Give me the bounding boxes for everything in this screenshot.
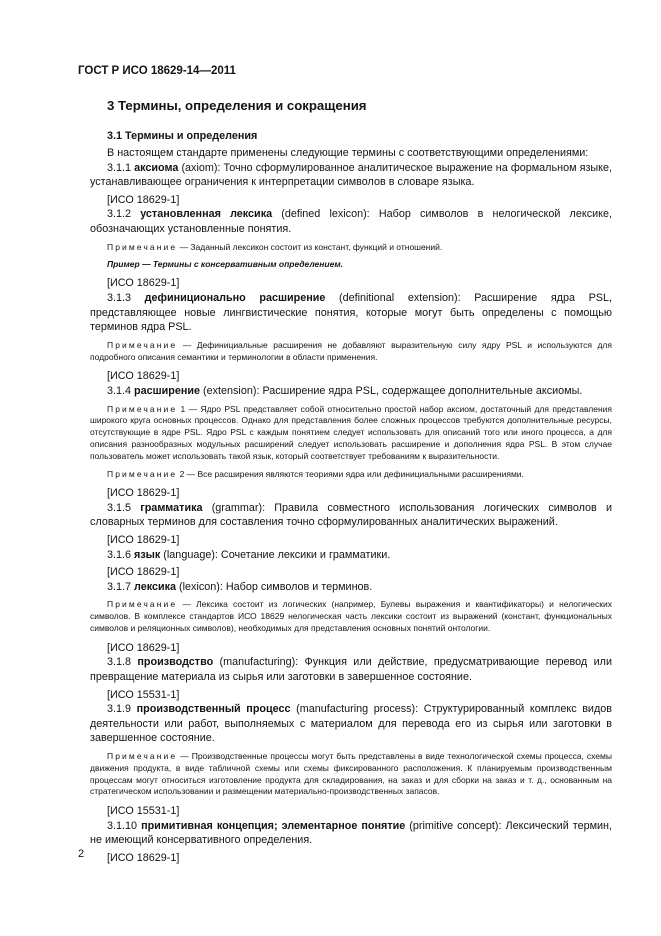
subsection-title: 3.1 Термины и определения xyxy=(107,130,258,142)
definition-entry xyxy=(90,291,612,335)
note xyxy=(90,751,612,798)
term-number: 3.1.7 xyxy=(107,580,132,593)
note-text: — Лексика состоит из логических (например, Булевы выражения и квантификаторы) и нелогических символов. В комплексе стандартов ИСО 18629 нелогическая часть лексики состоит из выражений (констант, функциональных символов и реляционных символов), необходимых для представления основных понятий онтологии. xyxy=(90,599,612,634)
source-reference: [ИСО 18629-1] xyxy=(107,487,180,500)
term-number: 3.1.8 xyxy=(107,656,132,669)
source-reference: [ИСО 15531-1] xyxy=(107,688,180,701)
term-name: лексика xyxy=(134,580,177,593)
note xyxy=(90,242,612,254)
source-reference: [ИСО 18629-1] xyxy=(107,370,180,383)
term-name: производство xyxy=(137,656,214,669)
term-number: 3.1.5 xyxy=(107,501,132,514)
term-definition: (definitional extension): Расширение ядра PSL, представляющее новые лингвистические понятия, которые могут быть определены с помощью терминов ядра PSL. xyxy=(90,291,612,334)
term-name: аксиома xyxy=(134,161,179,174)
term-name: язык xyxy=(134,548,161,561)
source-reference: [ИСО 18629-1] xyxy=(107,566,180,579)
document-header: ГОСТ Р ИСО 18629-14—2011 xyxy=(78,65,236,77)
note-label: Примечание xyxy=(107,403,178,414)
term-number: 3.1.6 xyxy=(107,548,132,561)
term-number: 3.1.2 xyxy=(107,208,132,221)
note-label: Примечание xyxy=(107,241,178,252)
source-reference: [ИСО 18629-1] xyxy=(107,641,180,654)
source-reference: [ИСО 15531-1] xyxy=(107,805,180,818)
source-reference: [ИСО 18629-1] xyxy=(107,277,180,290)
note xyxy=(90,404,612,463)
term-number: 3.1.10 xyxy=(107,819,138,832)
term-name: производственный процесс xyxy=(136,703,291,716)
term-name: установленная лексика xyxy=(140,208,273,221)
note-label: Примечание xyxy=(107,468,178,479)
source-reference: [ИСО 18629-1] xyxy=(107,534,180,547)
note-text: — Заданный лексикон состоит из констант, функций и отношений. xyxy=(177,241,443,252)
page-number: 2 xyxy=(78,848,85,860)
definition-entry xyxy=(90,161,612,190)
term-definition: (lexicon): Набор символов и терминов. xyxy=(176,580,373,593)
note-text: 1 — Ядро PSL представляет собой относительно простой набор аксиом, достаточный для представления широкого круга основных процессов. Однако для представления более сложных процессов требуются дополнительные ресурсы, отсутствующие в ядре PSL. Ядро PSL с каждым понятием следует использовать для описаний того или иного процесса, а для описания разнообразных модульных расширений следует использовать расширение и дополнения ядра PSL. В этом случае пользователь может использовать такой язык, который соответствует требованиям к выразительности. xyxy=(90,403,612,461)
note xyxy=(90,599,612,634)
note-text: 2 — Все расширения являются теориями ядра или дефинициальными расширениями. xyxy=(177,468,524,479)
term-definition: (language): Сочетание лексики и грамматики. xyxy=(160,548,391,561)
note-label: Примечание xyxy=(107,751,178,761)
note-text: — Производственные процессы могут быть представлены в виде технологической схемы процесса, схемы движения продукта, в виде табличной схемы или схемы фиксированного расположения. К планируемым производственным процессам могут относиться изготовление продукта для складирования, на заказ и для сборки на заказ и т. д., основанным на стратегическом использовании и размещении материально-производственных запасов. xyxy=(90,751,612,797)
term-number: 3.1.9 xyxy=(107,703,132,716)
definition-entry xyxy=(90,501,612,530)
term-definition: (extension): Расширение ядра PSL, содержащее дополнительные аксиомы. xyxy=(200,384,583,397)
term-number: 3.1.3 xyxy=(107,291,132,304)
term-name: дефиниционально расширение xyxy=(144,291,326,304)
term-name: примитивная концепция; элементарное понятие xyxy=(141,819,406,832)
term-definition: (manufacturing process): Структурированный комплекс видов деятельности или работ, выполняемых с материалом для перевода его из сырья или заготовки в завершенное состояние. xyxy=(90,703,612,745)
source-reference: [ИСО 18629-1] xyxy=(107,193,180,206)
note xyxy=(90,469,612,481)
term-definition: (primitive concept): Лексический термин, не имеющий консервативного определения. xyxy=(90,819,613,847)
term-name: расширение xyxy=(134,384,201,397)
section-title: 3 Термины, определения и сокращения xyxy=(107,98,367,113)
term-definition: (grammar): Правила совместного использования логических символов и словарных терминов для составления точно сформулированных аналитических выражений. xyxy=(90,501,612,529)
definition-entry xyxy=(90,207,612,236)
note xyxy=(90,340,612,364)
term-definition: (defined lexicon): Набор символов в нелогической лексике, обозначающих установленные понятия. xyxy=(90,208,612,235)
term-number: 3.1.4 xyxy=(107,384,132,397)
page-body xyxy=(90,98,612,866)
definition-entry xyxy=(90,819,612,848)
intro-paragraph: В настоящем стандарте применены следующие термины с соответствующими определениями: xyxy=(107,147,589,159)
definitions-list xyxy=(90,161,612,866)
term-definition: (manufacturing): Функция или действие, предусматривающие перевод или превращение материала из сырья или заготовки в завершенное состояние. xyxy=(90,656,612,684)
note-text: — Дефинициальные расширения не добавляют выразительную силу ядру PSL и используются для подробного описания семантики и терминологии в области применения. xyxy=(90,339,612,362)
note-label: Примечание xyxy=(107,339,178,350)
definition-entry xyxy=(90,580,612,595)
definition-entry xyxy=(90,384,612,399)
term-number: 3.1.1 xyxy=(107,161,132,174)
note-label: Примечание xyxy=(107,599,178,610)
term-definition: (axiom): Точно сформулированное аналитическое выражение на формальном языке, устанавливающее ограничения к интерпретации символов в словаре языка. xyxy=(90,161,613,189)
term-name: грамматика xyxy=(140,501,203,514)
definition-entry xyxy=(90,548,612,563)
definition-entry xyxy=(90,702,612,746)
definition-entry xyxy=(90,655,612,684)
example: Пример — Термины с консервативным определением. xyxy=(107,259,343,270)
source-reference: [ИСО 18629-1] xyxy=(107,851,180,864)
